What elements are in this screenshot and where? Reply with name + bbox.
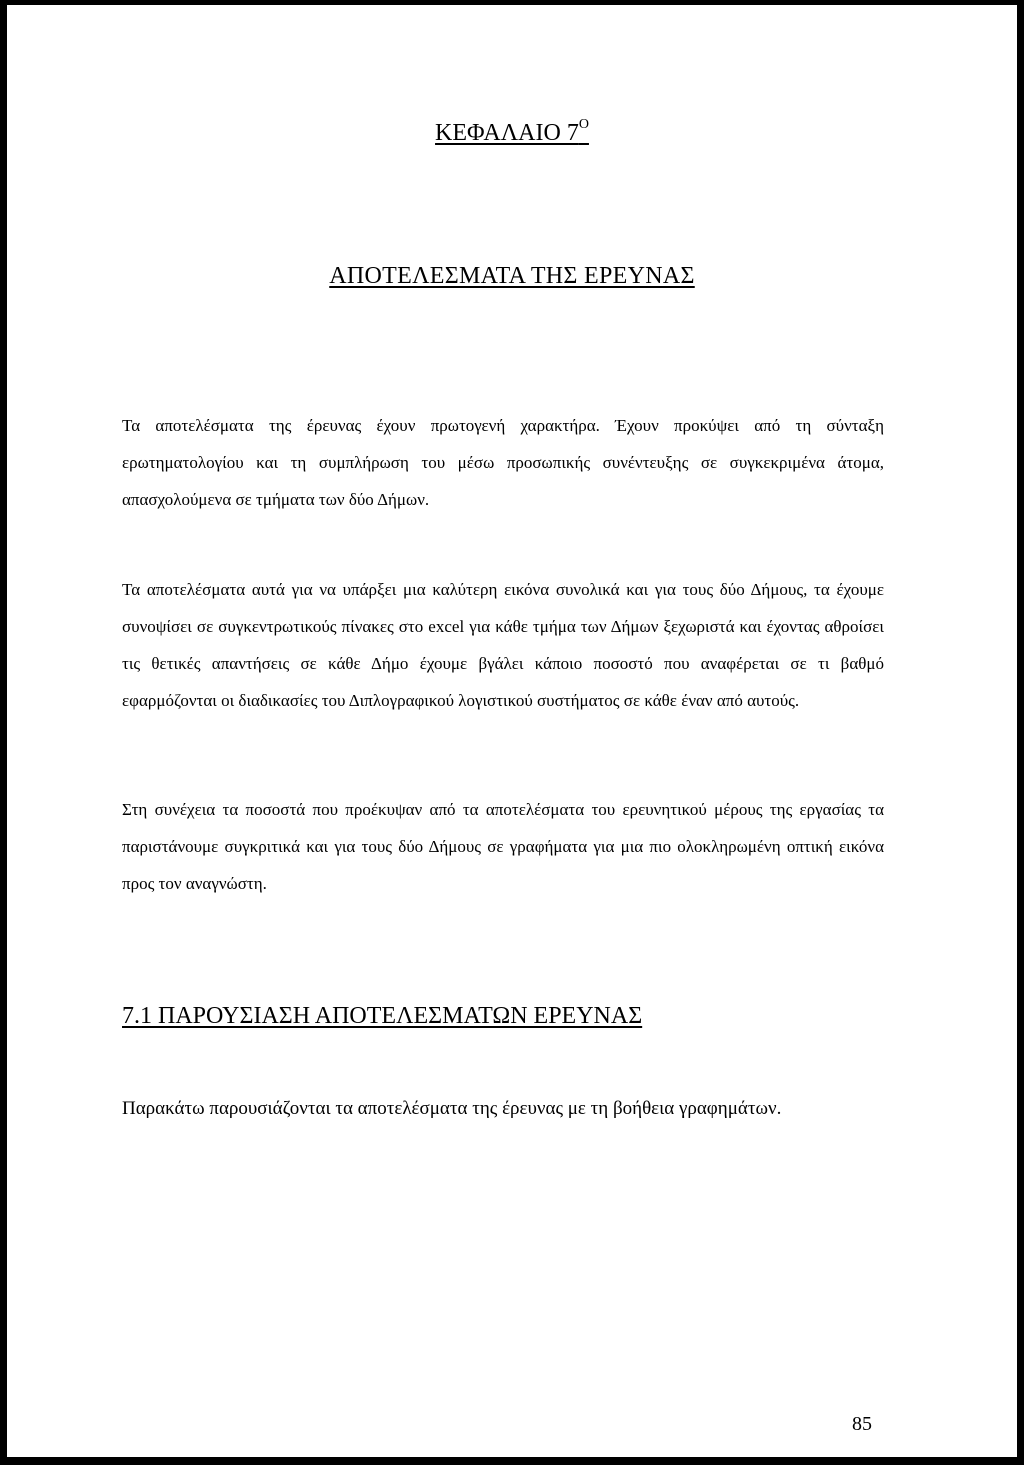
chapter-title: ΚΕΦΑΛΑΙΟ 7 bbox=[435, 120, 579, 146]
section-heading: 7.1 ΠΑΡΟΥΣΙΑΣΗ ΑΠΟΤΕΛΕΣΜΑΤΩΝ ΕΡΕΥΝΑΣ bbox=[122, 1003, 643, 1029]
results-title: ΑΠΟΤΕΛΕΣΜΑΤΑ ΤΗΣ ΕΡΕΥΝΑΣ bbox=[329, 263, 695, 289]
chapter-superscript: Ο bbox=[578, 117, 589, 132]
page-number: 85 bbox=[852, 1413, 872, 1435]
section-paragraph: Παρακάτω παρουσιάζονται τα αποτελέσματα της έρευνας με τη βοήθεια γραφημάτων. bbox=[122, 1098, 782, 1119]
chapter-heading bbox=[7, 117, 1017, 147]
paragraph-summary: Τα αποτελέσματα αυτά για να υπάρξει μια καλύτερη εικόνα συνολικά και για τους δύο Δήμους, τα έχουμε συνοψίσει σε συγκεντρωτικούς πίνακες στο excel για κάθε τμήμα των Δήμων ξεχωριστά και έχοντας αθροίσει τις θετικές απαντήσεις σε κάθε Δήμο έχουμε βγάλει κάποιο ποσοστό που αναφέρεται σε τι βαθμό εφαρμόζονται οι διαδικασίες του Διπλογραφικού λογιστικού συστήματος σε κάθε έναν από αυτούς. bbox=[122, 580, 884, 710]
document-page bbox=[7, 5, 1017, 1457]
paragraph-intro: Τα αποτελέσματα της έρευνας έχουν πρωτογενή χαρακτήρα. Έχουν προκύψει από τη σύνταξη ερωτηματολογίου και τη συμπλήρωση του μέσω προσωπικής συνέντευξης σε συγκεκριμένα άτομα, απασχολούμενα σε τμήματα των δύο Δήμων. bbox=[122, 416, 884, 509]
paragraph-charts: Στη συνέχεια τα ποσοστά που προέκυψαν από τα αποτελέσματα του ερευνητικού μέρους της εργασίας τα παριστάνουμε συγκριτικά και για τους δύο Δήμους σε γραφήματα για μια πιο ολοκληρωμένη οπτική εικόνα προς τον αναγνώστη. bbox=[122, 800, 884, 893]
